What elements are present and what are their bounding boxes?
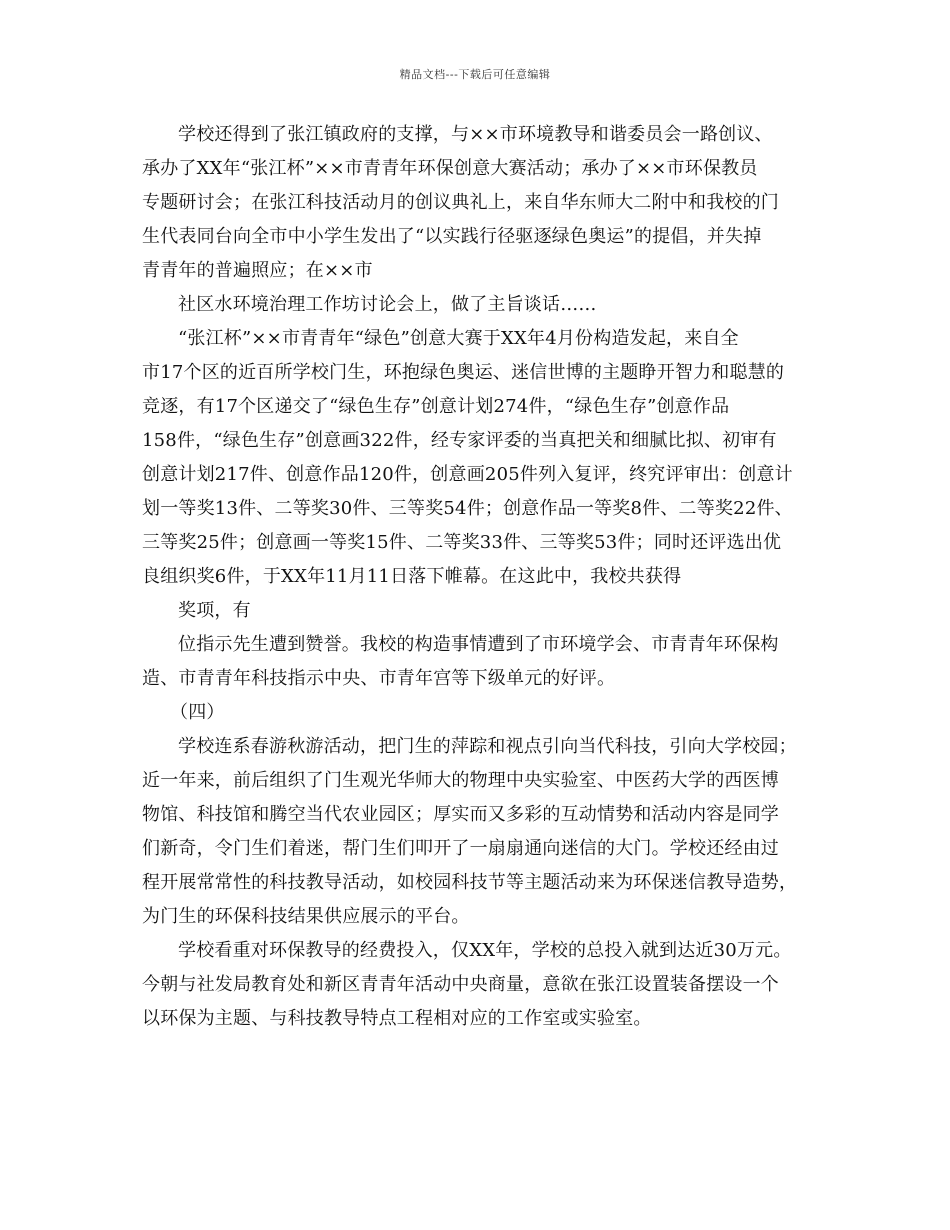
text-line: 为门生的环保科技结果供应展示的平台。 [142,906,470,927]
text-line: 市17个区的近百所学校门生，环抱绿色奥运、迷信世博的主题睁开智力和聪慧的 [142,362,785,383]
text-line: 学校还得到了张江镇政府的支撑，与××市环境教导和谐委员会一路创议、 [178,124,773,145]
text-line: 学校连系春游秋游活动，把门生的萍踪和视点引向当代科技，引向大学校园； [178,736,797,757]
text-line: 良组织奖6件，于XX年11月11日落下帷幕。在这此中，我校共获得 [142,566,682,587]
text-line: 位指示先生遭到赞誉。我校的构造事情遭到了市环境学会、市青青年环保构 [178,634,779,655]
text-line: 生代表同台向全市中小学生发出了“以实践行径驱逐绿色奥运”的提倡，并失掉 [142,226,762,247]
page-header: 精品文档---下载后可任意编辑 [399,68,551,81]
text-line: 创意计划217件、创意作品120件，创意画205件列入复评，终究评审出：创意计 [142,464,793,485]
text-line: 青青年的普遍照应；在××市 [142,260,373,281]
section-heading: （四） [170,702,225,723]
text-line: 竞逐，有17个区递交了“绿色生存”创意计划274件，“绿色生存”创意作品 [142,396,730,417]
text-line: 158件，“绿色生存”创意画322件，经专家评委的当真把关和细腻比拟、初审有 [142,430,777,451]
text-line: 物馆、科技馆和腾空当代农业园区；厚实而又多彩的互动情势和活动内容是同学 [142,804,779,825]
text-line: 专题研讨会；在张江科技活动月的创议典礼上，来自华东师大二附中和我校的门 [142,192,779,213]
text-line: 承办了XX年“张江杯”××市青青年环保创意大赛活动；承办了××市环保教员 [142,158,758,179]
text-line: 社区水环境治理工作坊讨论会上，做了主旨谈话…… [178,294,597,315]
text-line: 三等奖25件；创意画一等奖15件、二等奖33件、三等奖53件；同时还评选出优 [142,532,782,553]
text-line: 划一等奖13件、二等奖30件、三等奖54件；创意作品一等奖8件、二等奖22件、 [142,498,793,519]
text-line: 今朝与社发局教育处和新区青青年活动中央商量，意欲在张江设置装备摆设一个 [142,974,779,995]
text-line: 造、市青青年科技指示中央、市青年宫等下级单元的好评。 [142,668,616,689]
text-line: 近一年来，前后组织了门生观光华师大的物理中央实验室、中医药大学的西医博 [142,770,779,791]
text-line: 奖项，有 [178,600,251,621]
text-line: 程开展常常性的科技教导活动，如校园科技节等主题活动来为环保迷信教导造势， [142,872,798,893]
text-line: “张江杯”××市青青年“绿色”创意大赛于XX年4月份构造发起，来自全 [178,328,739,349]
text-line: 学校看重对环保教导的经费投入，仅XX年，学校的总投入就到达近30万元。 [178,940,792,961]
text-line: 以环保为主题、与科技教导特点工程相对应的工作室或实验室。 [142,1008,652,1029]
document-body [142,118,828,1036]
text-line: 们新奇，令门生们着迷，帮门生们叩开了一扇扇通向迷信的大门。学校还经由过 [142,838,779,859]
